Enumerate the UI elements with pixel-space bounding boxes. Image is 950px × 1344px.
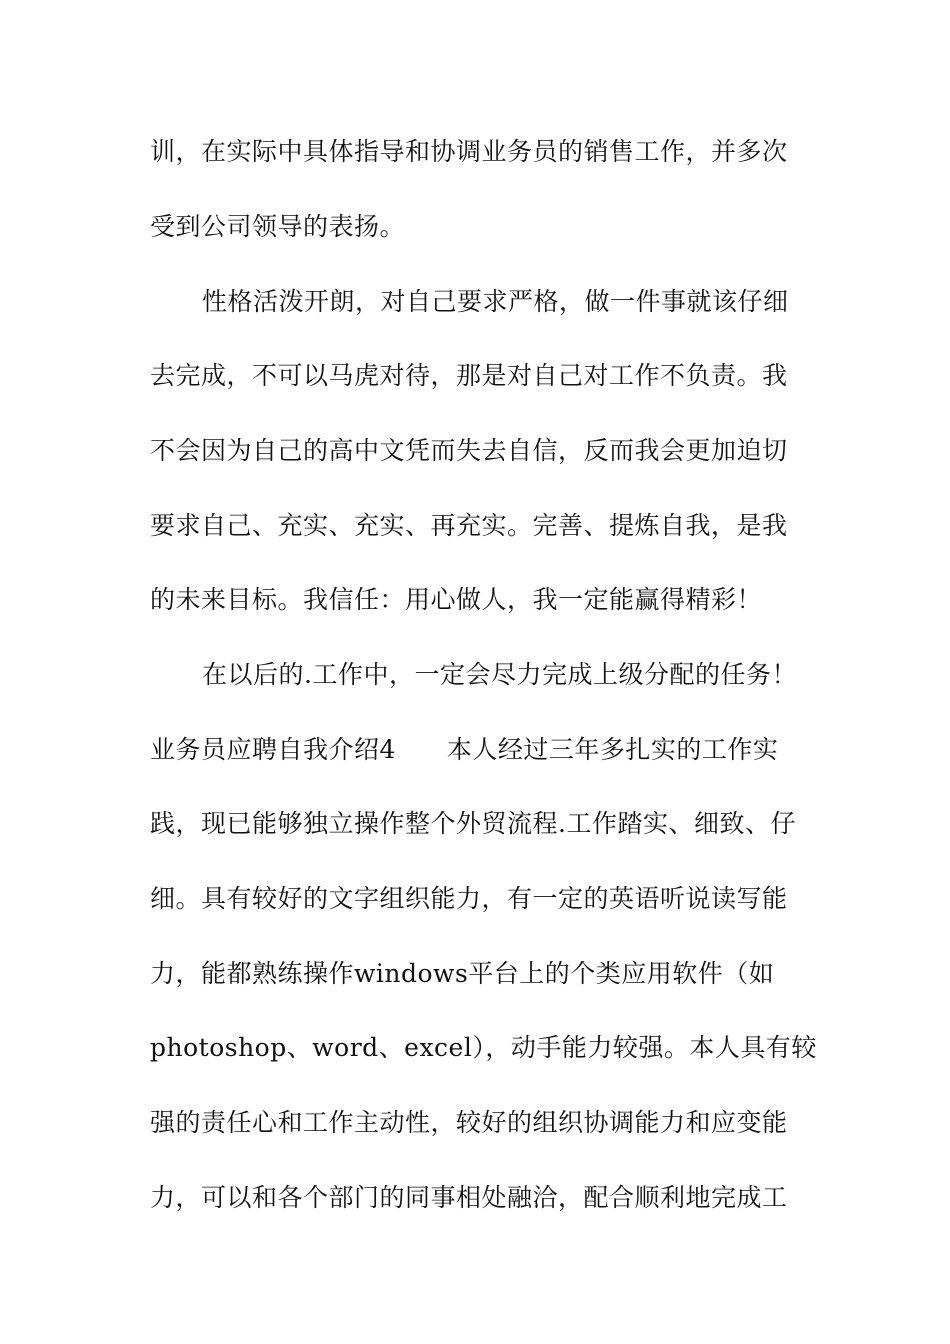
text-line: 力，能都熟练操作windows平台上的个类应用软件（如 bbox=[150, 959, 775, 988]
text-line: 不会因为自己的高中文凭而失去自信，反而我会更加迫切 bbox=[150, 436, 788, 465]
text-line: 力，可以和各个部门的同事相处融洽，配合顺利地完成工 bbox=[150, 1183, 788, 1212]
text-line: 细。具有较好的文字组织能力，有一定的英语听说读写能 bbox=[150, 884, 788, 913]
text-line: 训，在实际中具体指导和协调业务员的销售工作，并多次 bbox=[150, 137, 788, 166]
section-heading-line: 业务员应聘自我介绍4 本人经过三年多扎实的工作实 bbox=[150, 735, 779, 764]
paragraph-first-line: 在以后的.工作中，一定会尽力完成上级分配的任务！ bbox=[202, 660, 797, 689]
text-line: 要求自己、充实、充实、再充实。完善、提炼自我，是我 bbox=[150, 511, 788, 540]
text-line: 受到公司领导的表扬。 bbox=[150, 212, 406, 241]
paragraph-first-line: 性格活泼开朗，对自己要求严格，做一件事就该仔细 bbox=[202, 287, 789, 316]
text-line: photoshop、word、excel），动手能力较强。本人具有较 bbox=[150, 1033, 817, 1062]
text-line: 的未来目标。我信任：用心做人，我一定能赢得精彩！ bbox=[150, 585, 763, 614]
text-line: 强的责任心和工作主动性，较好的组织协调能力和应变能 bbox=[150, 1108, 788, 1137]
text-line: 践，现已能够独立操作整个外贸流程.工作踏实、细致、仔 bbox=[150, 809, 796, 838]
text-line: 去完成，不可以马虎对待，那是对自己对工作不负责。我 bbox=[150, 361, 788, 390]
